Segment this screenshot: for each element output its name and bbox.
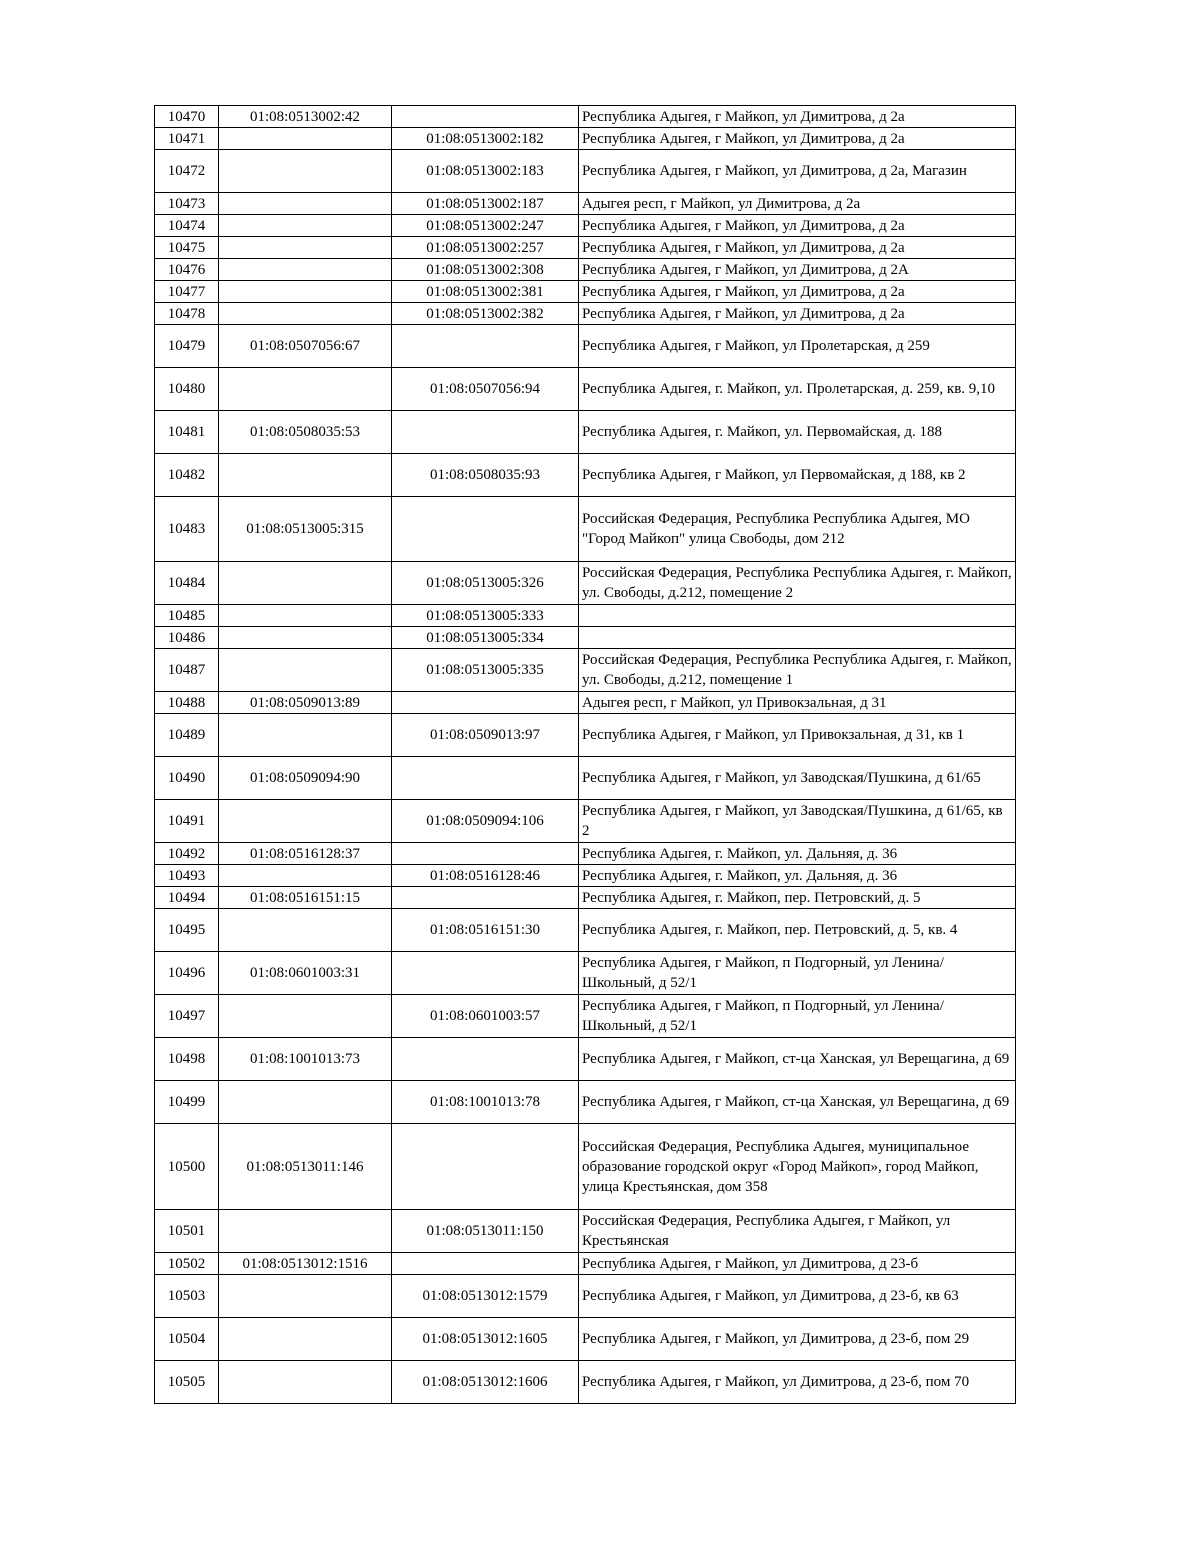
parcel-cadastral-number-cell xyxy=(219,368,392,411)
parcel-cadastral-number-cell: 01:08:0516151:15 xyxy=(219,887,392,909)
parcel-cadastral-number-cell: 01:08:0513002:42 xyxy=(219,106,392,128)
table-row xyxy=(155,259,1016,281)
row-number-cell: 10479 xyxy=(155,325,219,368)
parcel-cadastral-number-cell xyxy=(219,1318,392,1361)
object-cadastral-number-cell: 01:08:0513012:1579 xyxy=(392,1275,579,1318)
table-row xyxy=(155,843,1016,865)
address-cell: Российская Федерация, Республика Республика Адыгея, г. Майкоп, ул. Свободы, д.212, помещение 1 xyxy=(579,649,1016,692)
parcel-cadastral-number-cell: 01:08:0516128:37 xyxy=(219,843,392,865)
row-number-cell: 10478 xyxy=(155,303,219,325)
row-number-cell: 10474 xyxy=(155,215,219,237)
parcel-cadastral-number-cell xyxy=(219,714,392,757)
parcel-cadastral-number-cell: 01:08:0513012:1516 xyxy=(219,1253,392,1275)
row-number-cell: 10484 xyxy=(155,562,219,605)
address-cell: Российская Федерация, Республика Адыгея, г Майкоп, ул Крестьянская xyxy=(579,1210,1016,1253)
object-cadastral-number-cell xyxy=(392,411,579,454)
object-cadastral-number-cell: 01:08:0507056:94 xyxy=(392,368,579,411)
table-row xyxy=(155,1318,1016,1361)
object-cadastral-number-cell: 01:08:0513005:326 xyxy=(392,562,579,605)
parcel-cadastral-number-cell xyxy=(219,649,392,692)
table-row xyxy=(155,1038,1016,1081)
table-row xyxy=(155,757,1016,800)
address-cell: Республика Адыгея, г Майкоп, ул Заводская/Пушкина, д 61/65 xyxy=(579,757,1016,800)
table-row xyxy=(155,303,1016,325)
parcel-cadastral-number-cell xyxy=(219,1361,392,1404)
parcel-cadastral-number-cell xyxy=(219,150,392,193)
object-cadastral-number-cell: 01:08:0513002:182 xyxy=(392,128,579,150)
table-row xyxy=(155,605,1016,627)
object-cadastral-number-cell: 01:08:0513002:381 xyxy=(392,281,579,303)
parcel-cadastral-number-cell xyxy=(219,128,392,150)
address-cell: Российская Федерация, Республика Адыгея, муниципальное образование городской округ «Город Майкоп», город Майкоп, улица Крестьянская, дом 358 xyxy=(579,1124,1016,1210)
table-row xyxy=(155,909,1016,952)
object-cadastral-number-cell xyxy=(392,1124,579,1210)
object-cadastral-number-cell: 01:08:0513002:382 xyxy=(392,303,579,325)
table-row xyxy=(155,106,1016,128)
object-cadastral-number-cell: 01:08:0513011:150 xyxy=(392,1210,579,1253)
object-cadastral-number-cell: 01:08:0513002:247 xyxy=(392,215,579,237)
row-number-cell: 10483 xyxy=(155,497,219,562)
address-cell: Адыгея респ, г Майкоп, ул Привокзальная, д 31 xyxy=(579,692,1016,714)
object-cadastral-number-cell xyxy=(392,325,579,368)
address-cell: Республика Адыгея, г Майкоп, ул Привокзальная, д 31, кв 1 xyxy=(579,714,1016,757)
object-cadastral-number-cell: 01:08:0513005:333 xyxy=(392,605,579,627)
object-cadastral-number-cell xyxy=(392,692,579,714)
address-cell: Республика Адыгея, г Майкоп, ул Димитрова, д 2А xyxy=(579,259,1016,281)
row-number-cell: 10496 xyxy=(155,952,219,995)
row-number-cell: 10477 xyxy=(155,281,219,303)
row-number-cell: 10491 xyxy=(155,800,219,843)
address-cell: Республика Адыгея, г Майкоп, ул Димитрова, д 2а xyxy=(579,237,1016,259)
object-cadastral-number-cell: 01:08:1001013:78 xyxy=(392,1081,579,1124)
object-cadastral-number-cell xyxy=(392,1253,579,1275)
parcel-cadastral-number-cell: 01:08:0509094:90 xyxy=(219,757,392,800)
row-number-cell: 10493 xyxy=(155,865,219,887)
table-row xyxy=(155,562,1016,605)
table-row xyxy=(155,411,1016,454)
object-cadastral-number-cell xyxy=(392,1038,579,1081)
address-cell: Республика Адыгея, г Майкоп, ул Димитрова, д 23-б xyxy=(579,1253,1016,1275)
object-cadastral-number-cell: 01:08:0509013:97 xyxy=(392,714,579,757)
parcel-cadastral-number-cell xyxy=(219,259,392,281)
address-cell xyxy=(579,605,1016,627)
row-number-cell: 10476 xyxy=(155,259,219,281)
parcel-cadastral-number-cell xyxy=(219,605,392,627)
address-cell: Республика Адыгея, г. Майкоп, ул. Дальняя, д. 36 xyxy=(579,865,1016,887)
object-cadastral-number-cell: 01:08:0601003:57 xyxy=(392,995,579,1038)
address-cell xyxy=(579,627,1016,649)
object-cadastral-number-cell: 01:08:0516151:30 xyxy=(392,909,579,952)
address-cell: Республика Адыгея, г Майкоп, ул Димитрова, д 2а xyxy=(579,303,1016,325)
parcel-cadastral-number-cell: 01:08:0513011:146 xyxy=(219,1124,392,1210)
parcel-cadastral-number-cell xyxy=(219,1275,392,1318)
object-cadastral-number-cell xyxy=(392,952,579,995)
parcel-cadastral-number-cell xyxy=(219,193,392,215)
object-cadastral-number-cell: 01:08:0513002:257 xyxy=(392,237,579,259)
object-cadastral-number-cell xyxy=(392,106,579,128)
address-cell: Республика Адыгея, г. Майкоп, пер. Петровский, д. 5 xyxy=(579,887,1016,909)
address-cell: Республика Адыгея, г Майкоп, ст-ца Ханская, ул Верещагина, д 69 xyxy=(579,1081,1016,1124)
table-row xyxy=(155,1124,1016,1210)
parcel-cadastral-number-cell xyxy=(219,562,392,605)
table-row xyxy=(155,193,1016,215)
parcel-cadastral-number-cell xyxy=(219,800,392,843)
row-number-cell: 10490 xyxy=(155,757,219,800)
registry-table-body xyxy=(155,106,1016,1404)
table-row xyxy=(155,454,1016,497)
object-cadastral-number-cell: 01:08:0513002:183 xyxy=(392,150,579,193)
address-cell: Республика Адыгея, г Майкоп, ул Пролетарская, д 259 xyxy=(579,325,1016,368)
row-number-cell: 10504 xyxy=(155,1318,219,1361)
table-row xyxy=(155,1253,1016,1275)
table-row xyxy=(155,1210,1016,1253)
table-row xyxy=(155,215,1016,237)
address-cell: Республика Адыгея, г Майкоп, ст-ца Ханская, ул Верещагина, д 69 xyxy=(579,1038,1016,1081)
row-number-cell: 10500 xyxy=(155,1124,219,1210)
row-number-cell: 10481 xyxy=(155,411,219,454)
row-number-cell: 10486 xyxy=(155,627,219,649)
row-number-cell: 10475 xyxy=(155,237,219,259)
parcel-cadastral-number-cell xyxy=(219,454,392,497)
parcel-cadastral-number-cell xyxy=(219,627,392,649)
address-cell: Республика Адыгея, г Майкоп, ул Димитрова, д 2а, Магазин xyxy=(579,150,1016,193)
address-cell: Адыгея респ, г Майкоп, ул Димитрова, д 2а xyxy=(579,193,1016,215)
object-cadastral-number-cell: 01:08:0513002:187 xyxy=(392,193,579,215)
address-cell: Республика Адыгея, г Майкоп, п Подгорный, ул Ленина/Школьный, д 52/1 xyxy=(579,952,1016,995)
address-cell: Республика Адыгея, г Майкоп, ул Димитрова, д 23-б, пом 70 xyxy=(579,1361,1016,1404)
table-row xyxy=(155,692,1016,714)
address-cell: Республика Адыгея, г Майкоп, ул Димитрова, д 23-б, пом 29 xyxy=(579,1318,1016,1361)
parcel-cadastral-number-cell: 01:08:0601003:31 xyxy=(219,952,392,995)
registry-table xyxy=(154,105,1016,1404)
parcel-cadastral-number-cell xyxy=(219,215,392,237)
row-number-cell: 10482 xyxy=(155,454,219,497)
object-cadastral-number-cell: 01:08:0516128:46 xyxy=(392,865,579,887)
object-cadastral-number-cell xyxy=(392,843,579,865)
table-row xyxy=(155,995,1016,1038)
object-cadastral-number-cell xyxy=(392,757,579,800)
row-number-cell: 10497 xyxy=(155,995,219,1038)
table-row xyxy=(155,1361,1016,1404)
table-row xyxy=(155,714,1016,757)
parcel-cadastral-number-cell xyxy=(219,237,392,259)
row-number-cell: 10495 xyxy=(155,909,219,952)
row-number-cell: 10487 xyxy=(155,649,219,692)
object-cadastral-number-cell: 01:08:0513002:308 xyxy=(392,259,579,281)
address-cell: Республика Адыгея, г Майкоп, ул Заводская/Пушкина, д 61/65, кв 2 xyxy=(579,800,1016,843)
row-number-cell: 10473 xyxy=(155,193,219,215)
parcel-cadastral-number-cell xyxy=(219,909,392,952)
row-number-cell: 10489 xyxy=(155,714,219,757)
table-row xyxy=(155,952,1016,995)
row-number-cell: 10503 xyxy=(155,1275,219,1318)
object-cadastral-number-cell: 01:08:0509094:106 xyxy=(392,800,579,843)
address-cell: Республика Адыгея, г. Майкоп, ул. Дальняя, д. 36 xyxy=(579,843,1016,865)
row-number-cell: 10492 xyxy=(155,843,219,865)
address-cell: Республика Адыгея, г Майкоп, ул Димитрова, д 2а xyxy=(579,215,1016,237)
table-row xyxy=(155,887,1016,909)
table-row xyxy=(155,1275,1016,1318)
table-row xyxy=(155,368,1016,411)
parcel-cadastral-number-cell: 01:08:1001013:73 xyxy=(219,1038,392,1081)
table-row xyxy=(155,281,1016,303)
address-cell: Республика Адыгея, г Майкоп, ул Димитрова, д 2а xyxy=(579,128,1016,150)
row-number-cell: 10470 xyxy=(155,106,219,128)
row-number-cell: 10498 xyxy=(155,1038,219,1081)
address-cell: Российская Федерация, Республика Республика Адыгея, г. Майкоп, ул. Свободы, д.212, помещение 2 xyxy=(579,562,1016,605)
table-row xyxy=(155,1081,1016,1124)
table-row xyxy=(155,627,1016,649)
object-cadastral-number-cell xyxy=(392,887,579,909)
row-number-cell: 10505 xyxy=(155,1361,219,1404)
row-number-cell: 10502 xyxy=(155,1253,219,1275)
table-row xyxy=(155,497,1016,562)
parcel-cadastral-number-cell xyxy=(219,865,392,887)
object-cadastral-number-cell: 01:08:0513005:334 xyxy=(392,627,579,649)
row-number-cell: 10485 xyxy=(155,605,219,627)
parcel-cadastral-number-cell: 01:08:0513005:315 xyxy=(219,497,392,562)
address-cell: Республика Адыгея, г. Майкоп, ул. Пролетарская, д. 259, кв. 9,10 xyxy=(579,368,1016,411)
parcel-cadastral-number-cell xyxy=(219,995,392,1038)
parcel-cadastral-number-cell: 01:08:0509013:89 xyxy=(219,692,392,714)
parcel-cadastral-number-cell xyxy=(219,281,392,303)
row-number-cell: 10488 xyxy=(155,692,219,714)
address-cell: Республика Адыгея, г. Майкоп, пер. Петровский, д. 5, кв. 4 xyxy=(579,909,1016,952)
address-cell: Республика Адыгея, г Майкоп, ул Первомайская, д 188, кв 2 xyxy=(579,454,1016,497)
parcel-cadastral-number-cell xyxy=(219,1210,392,1253)
address-cell: Республика Адыгея, г Майкоп, п Подгорный, ул Ленина/Школьный, д 52/1 xyxy=(579,995,1016,1038)
row-number-cell: 10480 xyxy=(155,368,219,411)
parcel-cadastral-number-cell: 01:08:0507056:67 xyxy=(219,325,392,368)
address-cell: Республика Адыгея, г. Майкоп, ул. Первомайская, д. 188 xyxy=(579,411,1016,454)
table-row xyxy=(155,237,1016,259)
address-cell: Российская Федерация, Республика Республика Адыгея, МО "Город Майкоп" улица Свободы, дом 212 xyxy=(579,497,1016,562)
object-cadastral-number-cell: 01:08:0508035:93 xyxy=(392,454,579,497)
table-row xyxy=(155,800,1016,843)
row-number-cell: 10472 xyxy=(155,150,219,193)
table-row xyxy=(155,150,1016,193)
row-number-cell: 10501 xyxy=(155,1210,219,1253)
object-cadastral-number-cell: 01:08:0513012:1606 xyxy=(392,1361,579,1404)
object-cadastral-number-cell xyxy=(392,497,579,562)
row-number-cell: 10471 xyxy=(155,128,219,150)
address-cell: Республика Адыгея, г Майкоп, ул Димитрова, д 23-б, кв 63 xyxy=(579,1275,1016,1318)
row-number-cell: 10499 xyxy=(155,1081,219,1124)
table-row xyxy=(155,649,1016,692)
parcel-cadastral-number-cell: 01:08:0508035:53 xyxy=(219,411,392,454)
parcel-cadastral-number-cell xyxy=(219,303,392,325)
object-cadastral-number-cell: 01:08:0513012:1605 xyxy=(392,1318,579,1361)
address-cell: Республика Адыгея, г Майкоп, ул Димитрова, д 2а xyxy=(579,281,1016,303)
parcel-cadastral-number-cell xyxy=(219,1081,392,1124)
table-row xyxy=(155,128,1016,150)
address-cell: Республика Адыгея, г Майкоп, ул Димитрова, д 2а xyxy=(579,106,1016,128)
table-row xyxy=(155,325,1016,368)
table-row xyxy=(155,865,1016,887)
row-number-cell: 10494 xyxy=(155,887,219,909)
object-cadastral-number-cell: 01:08:0513005:335 xyxy=(392,649,579,692)
